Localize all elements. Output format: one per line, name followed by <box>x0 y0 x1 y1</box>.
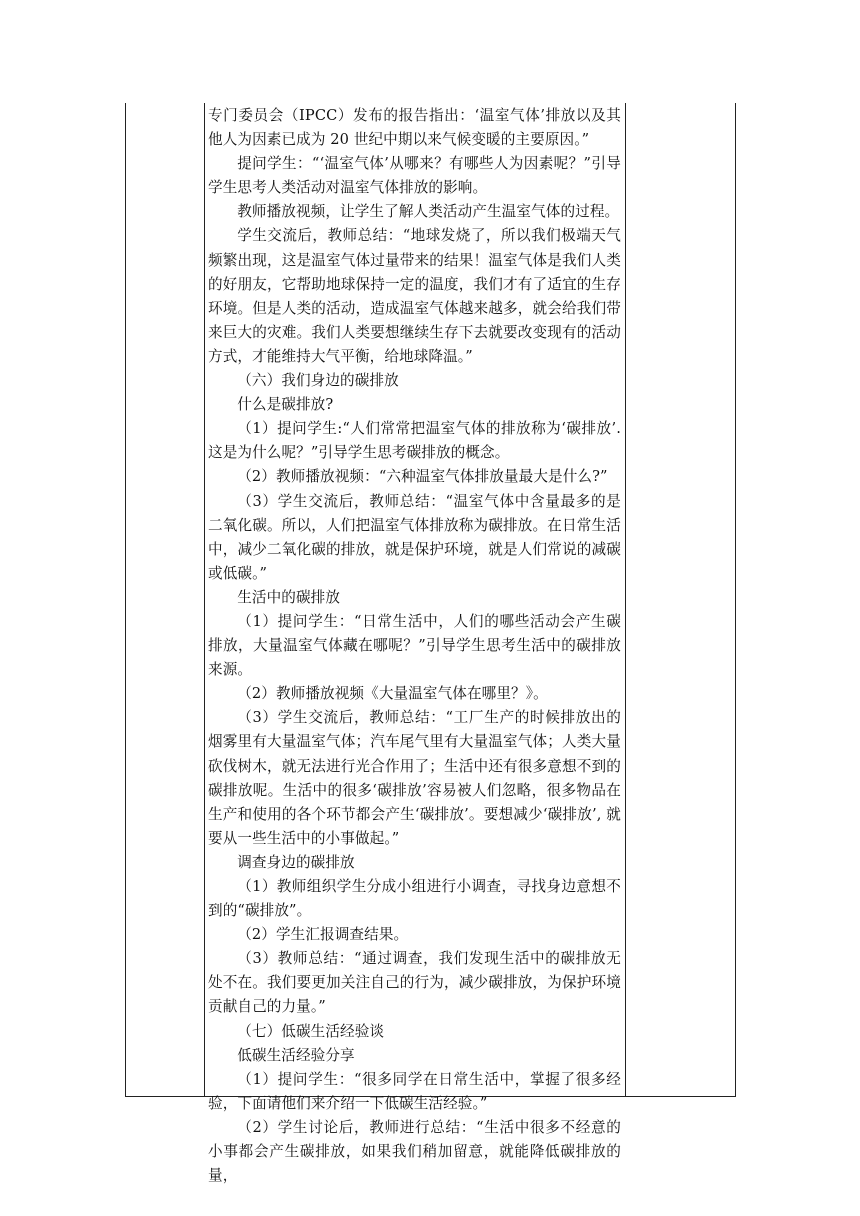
paragraph: （2）学生汇报调查结果。 <box>237 926 409 944</box>
paragraph: （1）教师组织学生分成小组进行小调查，寻找身边意想不到的“碳排放”。 <box>208 878 621 920</box>
paragraph: 低碳生活经验分享 <box>237 1046 355 1064</box>
table-right-column <box>626 103 736 1096</box>
lesson-plan-table <box>125 103 736 1185</box>
paragraph: （3）学生交流后，教师总结：“工厂生产的时候排放出的烟雾里有大量温室气体；汽车尾气里有大量温室气体；人类大量砍伐树木，就无法进行光合作用了；生活中还有很多意想不到的碳排放呢。生活中的很多‘碳排放’容易被人们忽略，很多物品在生产和使用的各个环节都会产生‘碳排放’。要想减少‘碳排放’, 就要从一些生活中的小事做起。” <box>208 709 621 847</box>
paragraph: 专门委员会（IPCC）发布的报告指出：‘温室气体’排放以及其他人为因素已成为 20 世纪中期以来气候变暖的主要原因。” <box>208 107 621 149</box>
paragraph: 提问学生：“‘温室气体’从哪来？有哪些人为因素呢？”引导学生思考人类活动对温室气体排放的影响。 <box>208 155 621 197</box>
paragraph: （1）提问学生:“人们常常把温室气体的排放称为‘碳排放’. 这是为什么呢？”引导学生思考碳排放的概念。 <box>208 420 621 462</box>
lesson-content <box>205 103 625 1188</box>
paragraph: 调查身边的碳排放 <box>237 853 355 871</box>
paragraph: （1）提问学生：“日常生活中，人们的哪些活动会产生碳排放，大量温室气体藏在哪呢？”引导学生思考生活中的碳排放来源。 <box>208 612 621 679</box>
paragraph: （七）低碳生活经验谈 <box>237 1022 385 1040</box>
paragraph: （3）学生交流后，教师总结：“温室气体中含量最多的是二氧化碳。所以，人们把温室气体排放称为碳排放。在日常生活中，减少二氧化碳的排放，就是保护环境，就是人们常说的减碳或低碳。” <box>208 492 621 582</box>
paragraph: （六）我们身边的碳排放 <box>237 372 399 390</box>
paragraph: 学生交流后，教师总结：“地球发烧了，所以我们极端天气频繁出现，这是温室气体过量带来的结果！温室气体是我们人类的好朋友，它帮助地球保持一定的温度，我们才有了适宜的生存环境。但是人类的活动，造成温室气体越来越多，就会给我们带来巨大的灾难。我们人类要想继续生存下去就要改变现有的活动方式，才能维持大气平衡，给地球降温。” <box>208 227 621 365</box>
paragraph: 教师播放视频，让学生了解人类活动产生温室气体的过程。 <box>237 203 620 221</box>
paragraph: （2）教师播放视频：“六种温室气体排放量最大是什么?” <box>237 468 608 486</box>
paragraph: （3）教师总结：“通过调查，我们发现生活中的碳排放无处不在。我们要更加关注自己的行为，减少碳排放，为保护环境贡献自己的力量。” <box>208 950 621 1016</box>
paragraph: （2）学生讨论后，教师进行总结：“生活中很多不经意的小事都会产生碳排放，如果我们稍加留意，就能降低碳排放的量， <box>208 1118 621 1185</box>
paragraph: （2）教师播放视频《大量温室气体在哪里？》。 <box>237 685 548 703</box>
table-left-column <box>126 103 205 1096</box>
paragraph: （1）提问学生：“很多同学在日常生活中，掌握了很多经验，下面请他们来介绍一下低碳生活经验。” <box>208 1070 621 1112</box>
paragraph: 什么是碳排放? <box>237 396 334 414</box>
table-main-column <box>205 103 626 1185</box>
paragraph: 生活中的碳排放 <box>237 588 341 606</box>
